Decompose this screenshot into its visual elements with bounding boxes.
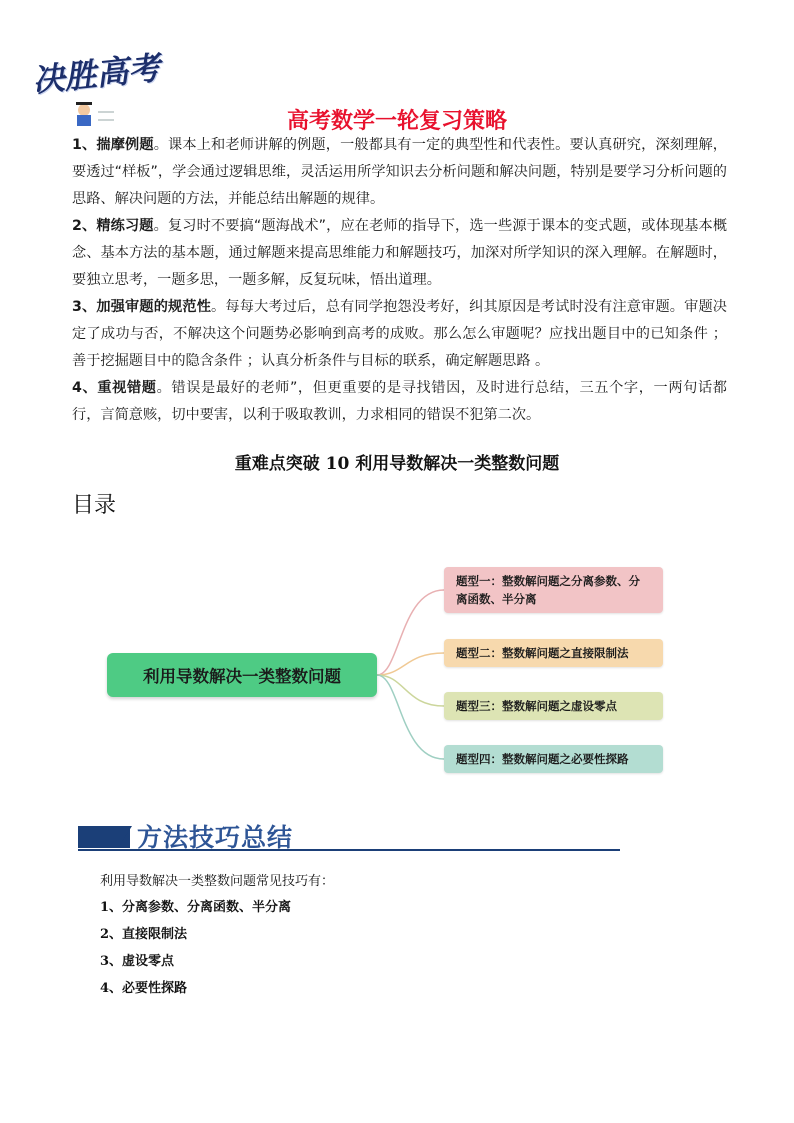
mindmap-root: 利用导数解决一类整数问题 bbox=[107, 653, 377, 697]
method-intro: 利用导数解决一类整数问题常见技巧有： bbox=[100, 874, 335, 889]
method-item: 4、必要性探路 bbox=[100, 981, 188, 996]
strategy-heading: 2、精练习题 bbox=[72, 218, 154, 234]
connector-2 bbox=[377, 653, 444, 675]
strategy-heading: 4、重视错题 bbox=[72, 380, 157, 396]
branch-label: 题型四：整数解问题之必要性探路 bbox=[456, 752, 629, 766]
toc-title: 目录 bbox=[72, 493, 117, 518]
section-heading: 重难点突破 10 利用导数解决一类整数问题 bbox=[234, 454, 560, 474]
branch-label: 题型二：整数解问题之直接限制法 bbox=[456, 646, 629, 660]
branch-label: 题型一：整数解问题之分离参数、分离函数、半分离 bbox=[456, 574, 640, 606]
strategy-body: 。复习时不要搞“题海战术”，应在老师的指导下，选一些源于课本的变式题，或体现基本概念、基本方法的基本题，通过解题来提高思维能力和解题技巧，加深对所学知识的深入理解。在解题时，要独立思考，一题多思，一题多解，反复玩味，悟出道理。 bbox=[72, 218, 728, 288]
strategy-paragraph-1 bbox=[72, 132, 727, 213]
strategy-paragraph-2 bbox=[72, 213, 727, 294]
branch-label: 题型三：整数解问题之虚设零点 bbox=[456, 699, 617, 713]
connector-4 bbox=[377, 675, 444, 759]
method-item: 2、直接限制法 bbox=[100, 927, 188, 942]
strategy-heading: 3、加强审题的规范性 bbox=[72, 299, 212, 315]
page-title: 高考数学一轮复习策略 bbox=[286, 109, 507, 134]
banner-arrow bbox=[118, 826, 132, 848]
mindmap-branch-4[interactable] bbox=[444, 745, 663, 773]
strategy-paragraph-3 bbox=[72, 294, 727, 375]
mindmap-branch-1[interactable] bbox=[444, 567, 663, 613]
strategy-heading: 1、揣摩例题 bbox=[72, 137, 154, 153]
method-item: 1、分离参数、分离函数、半分离 bbox=[100, 900, 292, 915]
strategy-body: 。每每大考过后，总有同学抱怨没考好，纠其原因是考试时没有注意审题。审题决定了成功与否，不解决这个问题势必影响到高考的成败。那么怎么审题呢？应找出题目中的已知条件 ；善于挖掘题目中的隐含条件 ；认真分析条件与目标的联系，确定解题思路 。 bbox=[72, 299, 727, 369]
logo-text: 决胜高考 bbox=[30, 48, 162, 100]
method-item: 3、虚设零点 bbox=[100, 954, 175, 969]
strategy-body: 。课本上和老师讲解的例题，一般都具有一定的典型性和代表性。要认真研究，深刻理解，要透过“样板”，学会通过逻辑思维，灵活运用所学知识去分析问题和解决问题，特别是要学习分析问题的思路、解决问题的方法，并能总结出解题的规律。 bbox=[72, 137, 727, 207]
strategy-body: 。错误是最好的老师”，但更重要的是寻找错因，及时进行总结，三五个字，一两句话都行，言简意赅，切中要害，以利于吸取教训，力求相同的错误不犯第二次。 bbox=[72, 380, 727, 423]
strategy-paragraph-4 bbox=[72, 375, 727, 429]
mindmap-branch-2[interactable] bbox=[444, 639, 663, 667]
connector-3 bbox=[377, 675, 444, 706]
mindmap-branch-3[interactable] bbox=[444, 692, 663, 720]
method-banner-title: 方法技巧总结 bbox=[137, 823, 294, 852]
